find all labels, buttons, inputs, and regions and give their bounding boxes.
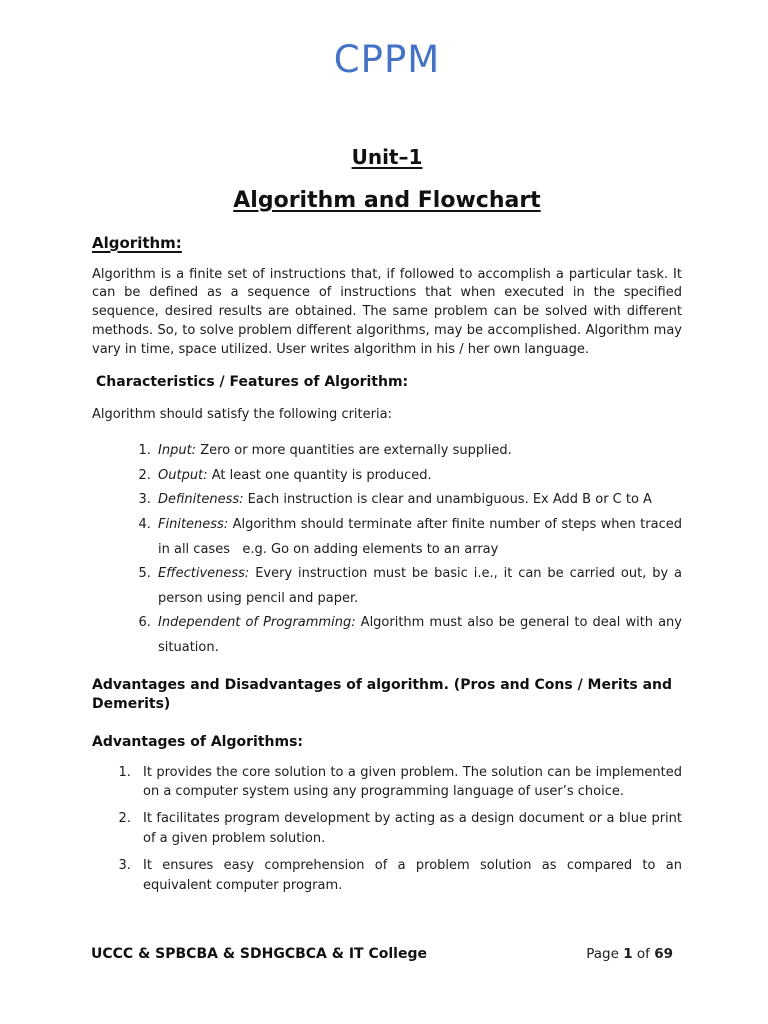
document-logo: CPPM <box>333 38 441 81</box>
advantages-item: 1. It provides the core solution to a given problem. The solution can be implemented on a computer system using any programming language of user’s choice. <box>135 763 682 802</box>
criteria-text: Every instruction must be basic i.e., it can be carried out, by a person using pencil and paper. <box>158 566 682 606</box>
footer-total-pages: 69 <box>654 946 673 962</box>
criteria-term: Effectiveness: <box>158 566 250 582</box>
criteria-item-finiteness <box>155 513 682 562</box>
criteria-term: Definiteness: <box>158 492 244 508</box>
advantages-heading: Advantages of Algorithms: <box>92 733 303 750</box>
footer-of-label: of <box>636 946 650 962</box>
advantages-item: 3. It ensures easy comprehension of a problem solution as compared to an equivalent computer program. <box>135 856 682 895</box>
criteria-item-definiteness <box>155 488 682 513</box>
criteria-list <box>92 439 682 660</box>
page-footer <box>0 946 768 962</box>
algorithm-section-heading <box>92 234 682 252</box>
criteria-item-output <box>155 464 682 489</box>
unit-title-text: Unit–1 <box>351 144 423 169</box>
criteria-term: Output: <box>158 467 208 483</box>
criteria-text: Algorithm should terminate after finite number of steps when traced in all cases e.g. Go on adding elements to an array <box>158 516 682 557</box>
algorithm-definition-paragraph: Algorithm is a finite set of instructions that, if followed to accomplish a particular task. It can be defined as a sequence of instructions that when executed in the specified sequence, desired results are obtained. The same problem can be solved with different methods. So, to solve problem different algorithms, may be accomplished. Algorithm may vary in time, space utilized. User writes algorithm in his / her own language. <box>92 266 682 357</box>
criteria-term: Finiteness: <box>158 516 229 532</box>
algorithm-section-heading-text: Algorithm: <box>92 233 182 252</box>
main-title <box>92 188 682 213</box>
criteria-text: Zero or more quantities are externally supplied. <box>200 443 512 459</box>
advantages-item: 2. It facilitates program development by acting as a design document or a blue print of a given problem solution. <box>135 809 682 848</box>
criteria-term: Independent of Programming: <box>158 615 356 631</box>
criteria-item-input <box>155 439 682 464</box>
advantages-list <box>92 763 682 895</box>
advantages-disadvantages-heading: Advantages and Disadvantages of algorithm. (Pros and Cons / Merits and Demerits) <box>92 676 673 712</box>
criteria-term: Input: <box>158 443 197 459</box>
footer-page-label: Page <box>586 946 619 962</box>
unit-title <box>92 145 682 169</box>
footer-page-indicator <box>586 946 673 962</box>
footer-page-number: 1 <box>623 946 633 962</box>
criteria-item-effectiveness <box>155 562 682 611</box>
characteristics-intro: Algorithm should satisfy the following criteria: <box>92 407 392 423</box>
criteria-text: At least one quantity is produced. <box>211 467 432 483</box>
criteria-text: Algorithm must also be general to deal with any situation. <box>158 615 682 655</box>
characteristics-heading: Characteristics / Features of Algorithm: <box>96 374 409 391</box>
criteria-text: Each instruction is clear and unambiguous. Ex Add B or C to A <box>247 492 652 508</box>
footer-college-name: UCCC & SPBCBA & SDHGCBCA & IT College <box>91 946 427 962</box>
main-title-text: Algorithm and Flowchart <box>233 187 541 213</box>
criteria-item-independent <box>155 611 682 660</box>
